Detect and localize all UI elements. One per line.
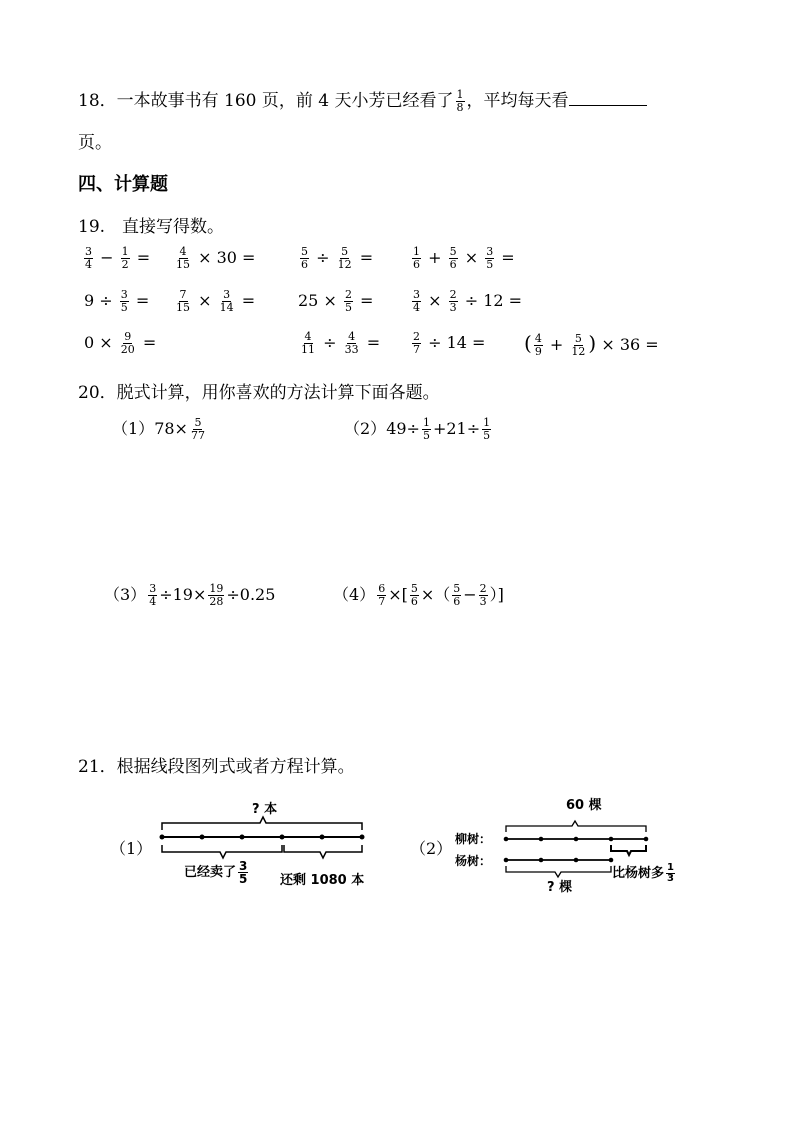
diagram2-extra-brace [611,845,646,855]
diagram1-tick [240,835,245,840]
q20-problem-3: （3） $\frac{3}{4}$ ÷19× $\frac{19}{28}$ ÷0.25 [104,582,276,608]
q20-problem-4: （4） $\frac{6}{7}$ ×[ $\frac{5}{6}$ ×（ $\frac{5}{6}$ − $\frac{2}{3}$ ）] [333,582,504,608]
q21-diagram1-label: （1） [110,839,153,858]
q19-row3-e3: $\frac{2}{7}$ ÷ 14 = [413,330,486,356]
diagram2-tick [644,837,649,842]
diagram1-top-brace [162,817,362,830]
q18-text-after: ，平均每天看 [466,91,569,111]
diagram2-top-label: 60 棵 [566,798,602,813]
diagram2-tick [574,837,579,842]
q19-row3-e2: $\frac{4}{11}$ ÷ $\frac{4}{33}$ = [301,330,381,356]
diagram2-tick [504,858,509,863]
q18-number: 18． [78,91,117,111]
q19-row1-e1: $\frac{3}{4}$ − $\frac{1}{2}$ = [85,245,151,271]
diagram2-tick [574,858,579,863]
diagram1-sold-brace [162,845,282,858]
q19-row3-e4: ( $\frac{4}{9}$ + $\frac{5}{12}$ ) × 36 = [524,331,659,358]
diagram2-willow-label: 柳树： [455,832,492,846]
q19-row2-e3: 25 × $\frac{2}{5}$ = [298,288,374,314]
q19-row3-e1: 0 × $\frac{9}{20}$ = [84,330,157,356]
q21-diagram2-label: （2） [410,839,453,858]
diagram1-tick [160,835,165,840]
diagram2-tick [539,837,544,842]
q19-row1-e3: $\frac{5}{6}$ ÷ $\frac{5}{12}$ = [301,245,374,271]
q19-row1-e2: $\frac{4}{15}$ × 30 = [176,245,256,271]
q19-row2-e2: $\frac{7}{15}$ × $\frac{3}{14}$ = [176,288,256,314]
diagram1-tick [200,835,205,840]
q21-title: 21．根据线段图列式或者方程计算。 [78,757,355,777]
q18-line1 [78,86,647,114]
diagram1-sold-label: 已经卖了 $\frac{3}{5}$ [184,859,248,886]
q20-title: 20．脱式计算，用你喜欢的方法计算下面各题。 [78,383,440,403]
diagram2-poplar-label: 杨树： [455,854,492,868]
diagram2-tick [504,837,509,842]
diagram2-bottom-label: ? 棵 [547,880,573,895]
q19-row2-e4: $\frac{3}{4}$ × $\frac{2}{3}$ ÷ 12 = [413,288,523,314]
diagram2-tick [609,837,614,842]
diagram2-more-label: 比杨树多 $\frac{1}{3}$ [612,862,674,884]
section-title: 四、计算题 [78,174,168,195]
q18-answer-blank[interactable] [569,91,647,106]
q20-problem-2: （2）49÷ $\frac{1}{5}$ +21÷ $\frac{1}{5}$ [344,416,491,442]
diagram1-remaining-label: 还剩 1080 本 [280,873,365,888]
diagram1-tick [320,835,325,840]
diagram1-tick [360,835,365,840]
diagram2-tick [539,858,544,863]
diagram1-tick [280,835,285,840]
q19-title: 19. 直接写得数。 [78,217,225,237]
q18-unit: 页。 [78,133,112,153]
q19-row1-e4: $\frac{1}{6}$ + $\frac{5}{6}$ × $\frac{3}{5}$ = [413,245,515,271]
diagram2-top-brace [506,821,646,832]
diagram1-top-label: ? 本 [252,802,278,817]
q18-fraction: $\frac{1}{8}$ [456,88,464,114]
q20-problem-1: （1）78× $\frac{5}{77}$ [112,416,205,442]
q19-row2-e1: 9 ÷ $\frac{3}{5}$ = [84,288,150,314]
q18-text-before: 一本故事书有 160 页，前 4 天小芳已经看了 [116,91,454,111]
diagram1-left-brace [284,845,362,858]
